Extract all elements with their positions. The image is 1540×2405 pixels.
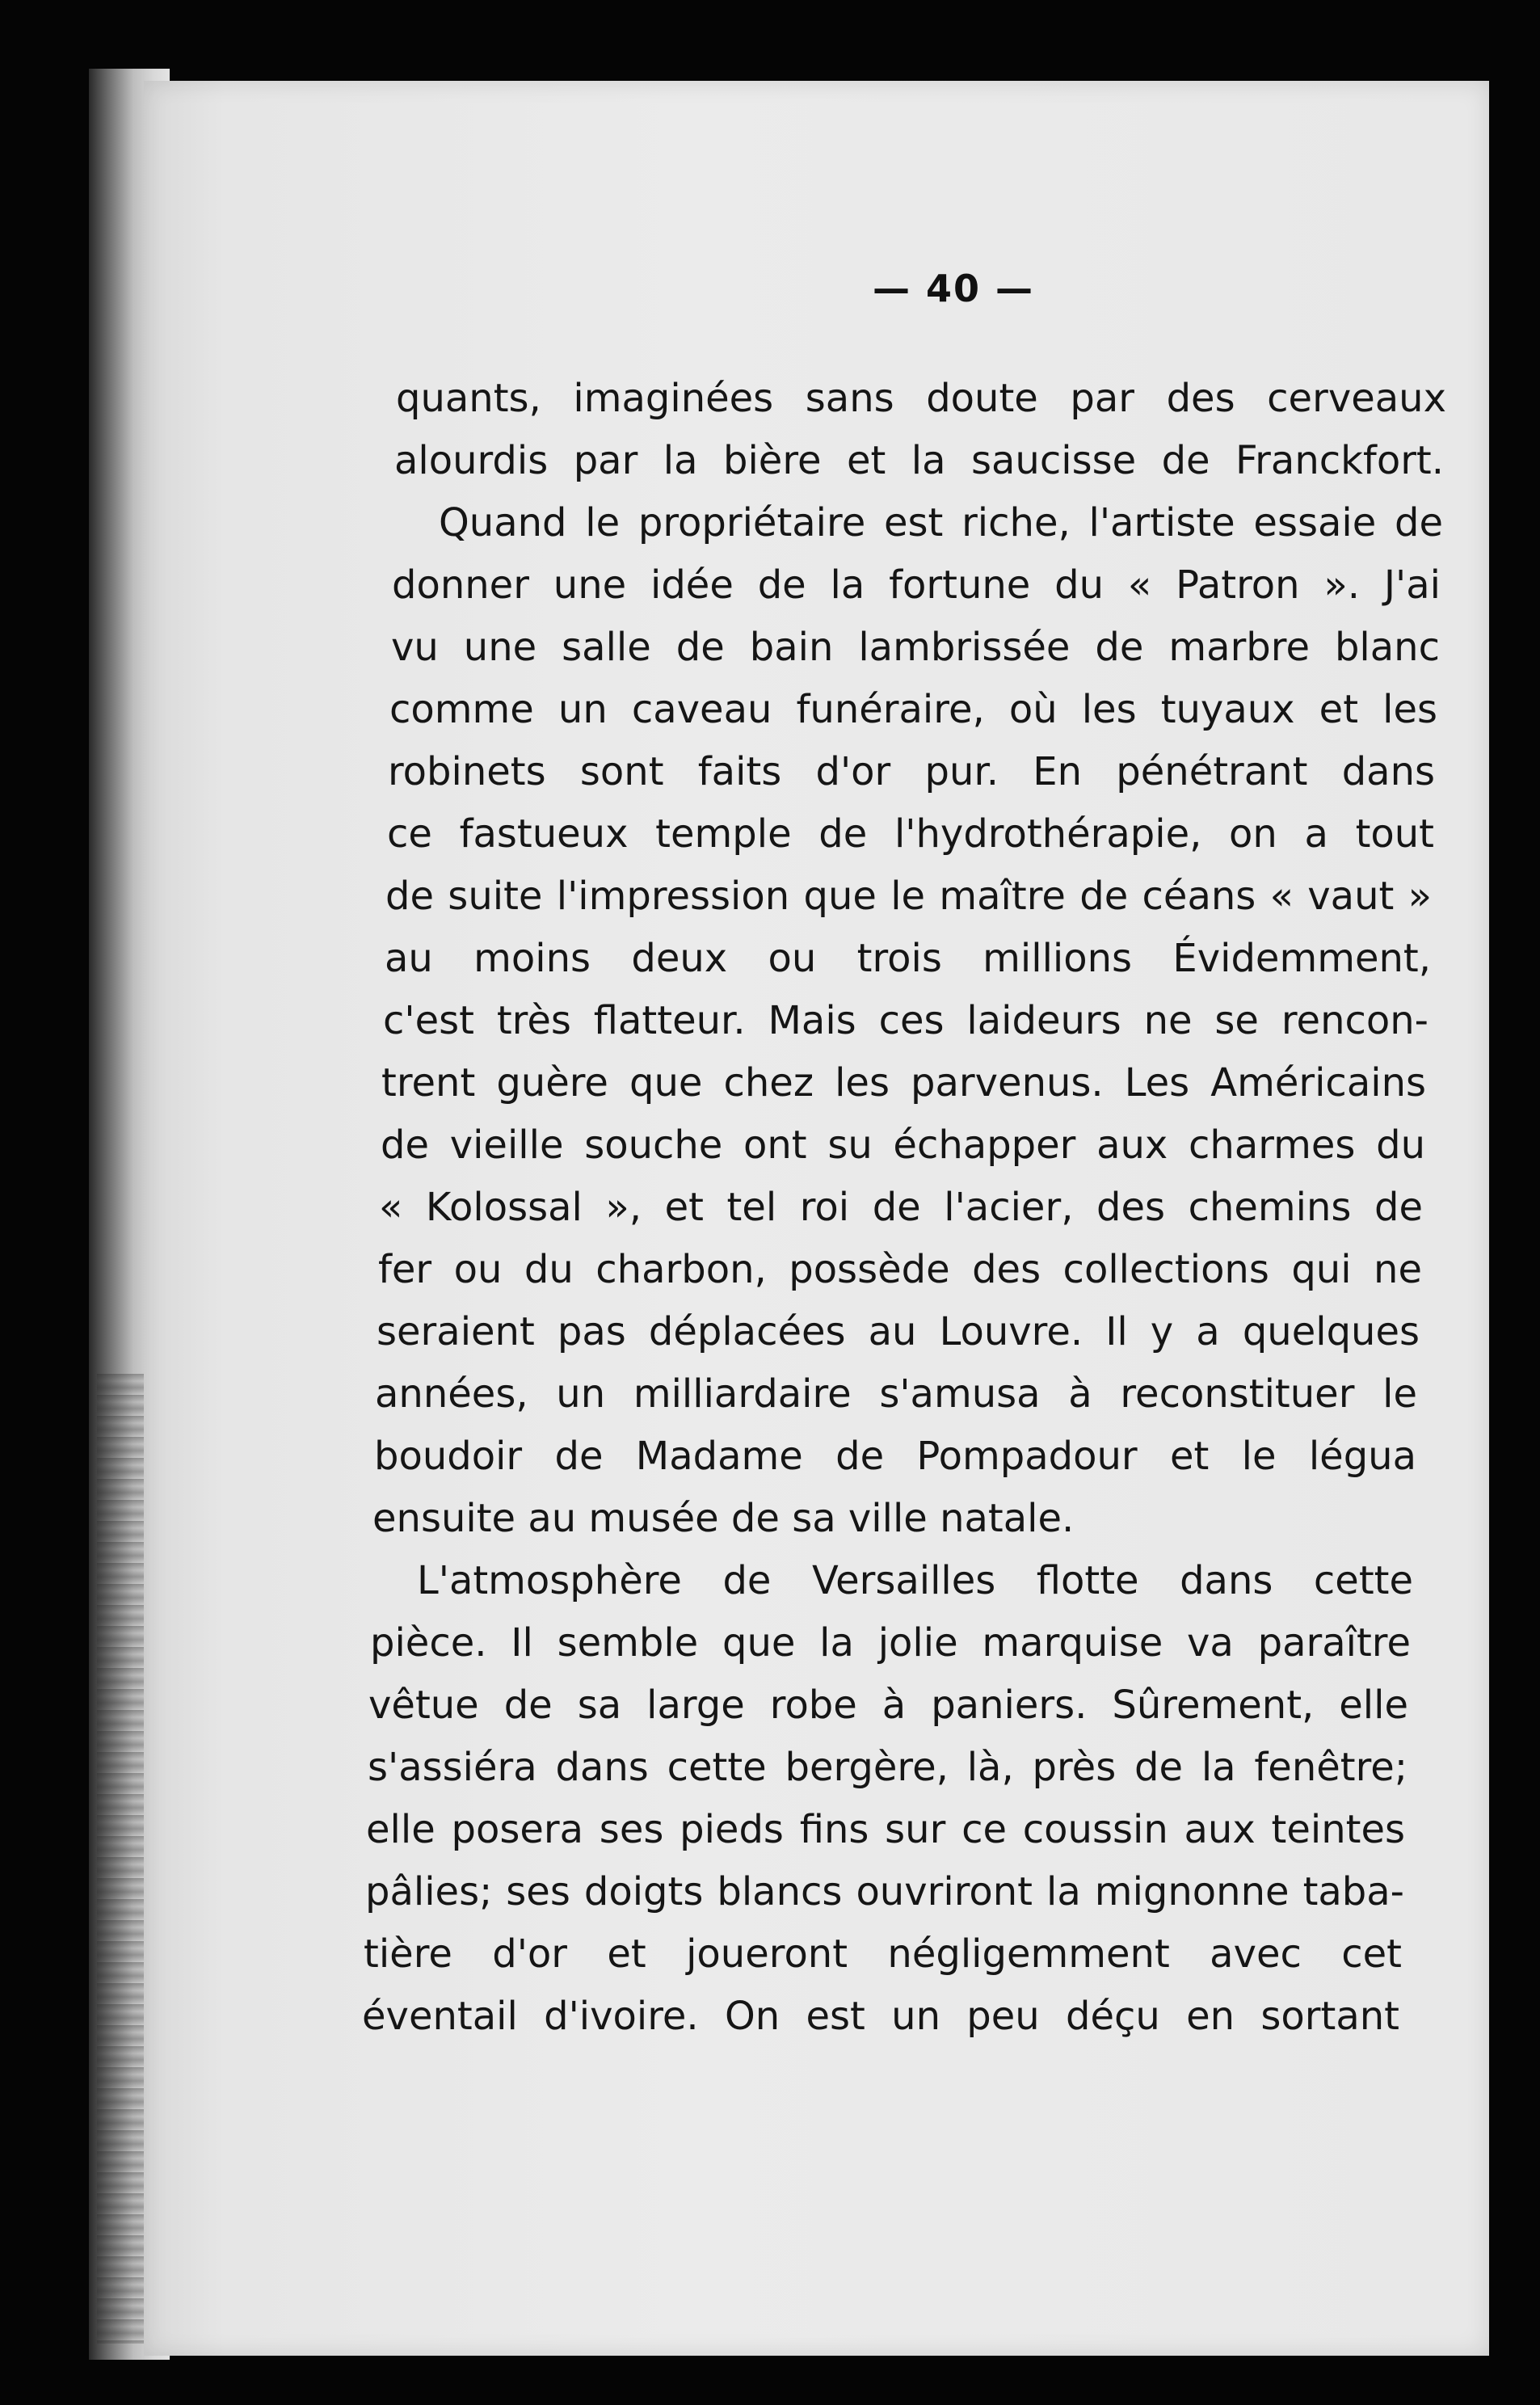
text-line: éventail d'ivoire. On est un peu déçu en sortant: [362, 1994, 1399, 2039]
text-line: alourdis par la bière et la saucisse de Franckfort.: [394, 438, 1444, 483]
text-line: années, un milliardaire s'amusa à reconstituer le: [375, 1371, 1417, 1417]
text-line: « Kolossal », et tel roi de l'acier, des chemins de: [379, 1185, 1423, 1230]
text-line: tière d'or et joueront négligemment avec cet: [364, 1931, 1402, 1977]
text-line: elle posera ses pieds fins sur ce coussin aux teintes: [366, 1807, 1405, 1852]
text-line: vu une salle de bain lambrissée de marbre blanc: [391, 625, 1440, 670]
text-line: boudoir de Madame de Pompadour et le légua: [374, 1434, 1416, 1479]
page-number: — 40 —: [872, 267, 1035, 310]
text-line: quants, imaginées sans doute par des cerveaux: [396, 376, 1446, 421]
text-line: fer ou du charbon, possède des collections qui ne: [378, 1247, 1422, 1292]
text-line: seraient pas déplacées au Louvre. Il y a quelques: [377, 1309, 1420, 1354]
text-line: Quand le propriétaire est riche, l'artiste essaie de: [439, 500, 1443, 545]
text-line: ce fastueux temple de l'hydrothérapie, on a tout: [387, 811, 1434, 857]
text-line: donner une idée de la fortune du « Patron ». J'ai: [392, 562, 1441, 608]
text-line: vêtue de sa large robe à paniers. Sûrement, elle: [368, 1683, 1408, 1728]
text-line: de suite l'impression que le maître de céans « vaut »: [385, 874, 1432, 919]
text-line: trent guère que chez les parvenus. Les Américains: [381, 1060, 1426, 1106]
text-line: s'assiéra dans cette bergère, là, près de la fenêtre;: [368, 1745, 1407, 1790]
text-line: c'est très flatteur. Mais ces laideurs ne se rencon-: [383, 998, 1428, 1043]
text-line: L'atmosphère de Versailles flotte dans cette: [417, 1558, 1413, 1603]
text-line: pâlies; ses doigts blancs ouvriront la mignonne taba-: [365, 1869, 1404, 1914]
text-line: comme un caveau funéraire, où les tuyaux et les: [389, 687, 1437, 732]
text-line: de vieille souche ont su échapper aux charmes du: [381, 1122, 1425, 1168]
page-body: [362, 368, 1446, 2048]
text-line: robinets sont faits d'or pur. En pénétrant dans: [388, 749, 1435, 794]
text-line: au moins deux ou trois millions Évidemment,: [385, 936, 1431, 981]
text-line: pièce. Il semble que la jolie marquise va paraître: [370, 1620, 1411, 1666]
text-line: ensuite au musée de sa ville natale.: [372, 1496, 1075, 1541]
